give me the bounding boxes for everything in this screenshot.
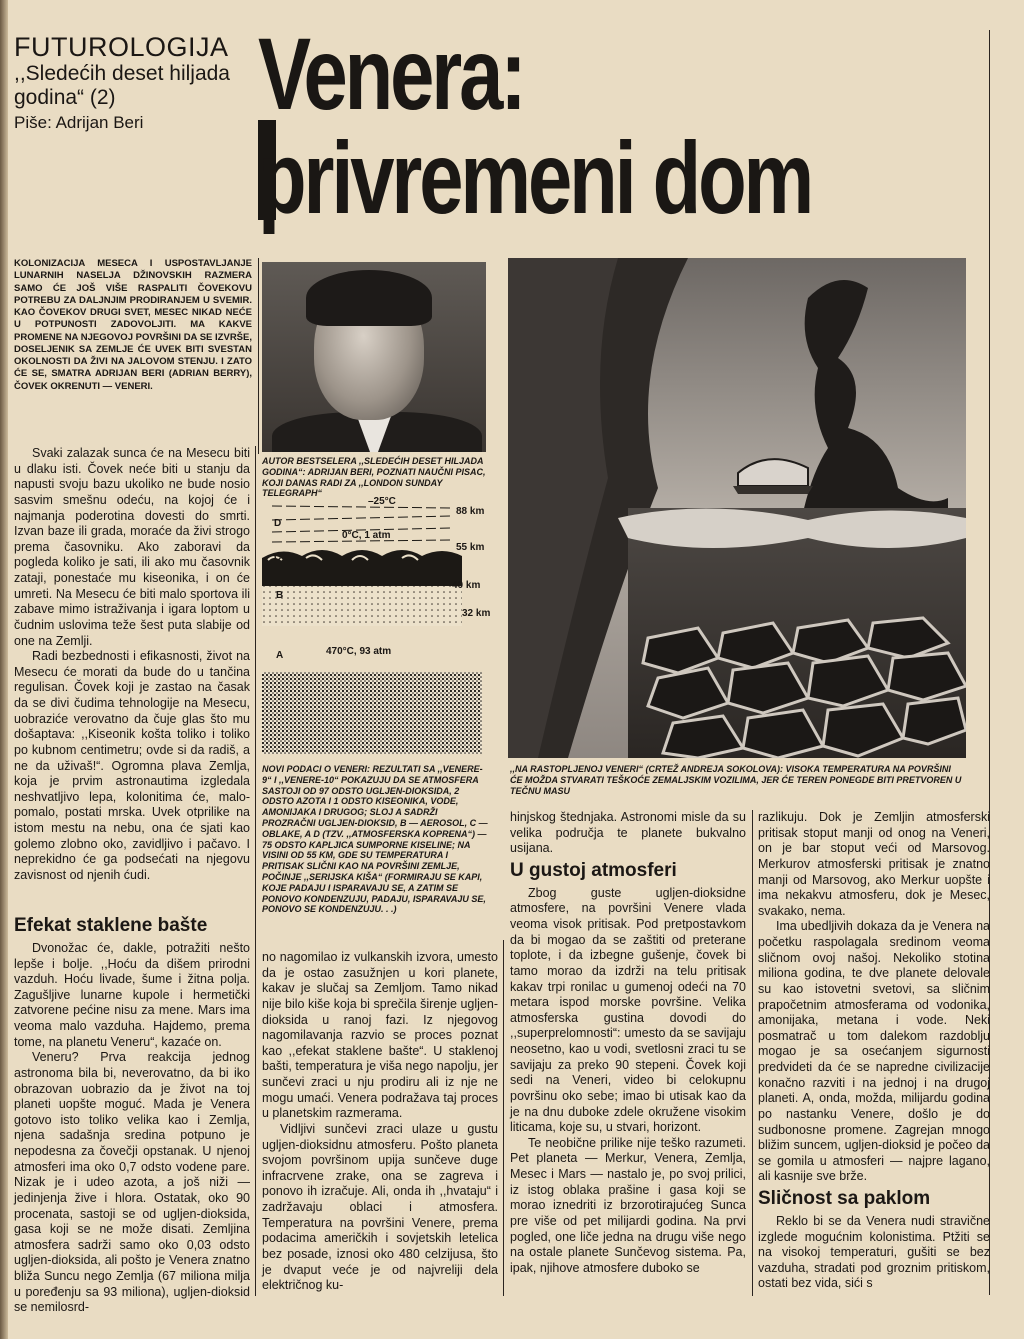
lead-column-rule — [258, 258, 259, 454]
headline-line-2: privremeni dom — [258, 120, 812, 235]
paragraph: Svaki zalazak sunca će na Mesecu biti u dlaku isti. Čovek neće biti u stanju da napusti svoju bazu ukoliko ne bude nosio sasvim smešnu odeću, na kojoj će i najmanja poderotina dovesti do smrti. Izvan baze ili grada, moraće da živi strogo prema časovniku. Ako zaboravi da pogleda koliko je sati, ili ako mu časovnik zataji, ponestaće mu kiseonika, i on će umreti. Na Mesecu će biti malo sportova ili zabave mimo istraživanja i igara loptom u čudnim uslovima teže šest puta slabije od one na Zemlji. — [14, 446, 250, 648]
venus-illustration — [508, 258, 966, 758]
headline — [258, 17, 967, 235]
paragraph: Reklo bi se da Venera nudi stravične izglede mogućnim kolonistima. Ptžiti se na visokoj temperaturi, gušiti se bez vazduha, stradati pod groznim pritiskom, ostati bez vida, sići s — [758, 1213, 990, 1291]
layer-label-d: D — [274, 518, 282, 529]
temp-label-middle: 0°C, 1 atm — [342, 530, 391, 541]
subheading-dense-atmosphere: U gustoj atmosferi — [510, 859, 677, 881]
paragraph: Ima ubedljivih dokaza da je Venera na početku raspolagala sredinom veoma sličnom ovoj našoj. Nekoliko stotina miliona godina, te dve planete delovale su kao istovetni svetovi, sa sličnim prapočetnim atmosferama od vodonika, amonijaka, metana i vode. Neki posmatrač u tom dalekom razdoblju mogao je sa osećanjem sigurnosti predvideti da će se napredne civilizacije konačno razviti i na jednoj i na drugoj planeti. A, onda, možda, milijardu godina po nastanku Venere, došlo je do sudbonosne promene. Zagrejan mnogo bližim suncem, ugljen-dioksid je počeo da se gomila u atmosferi — najpre lagano, ali kasnije sve brže. — [758, 919, 990, 1184]
author-byline: Piše: Adrijan Beri — [14, 113, 144, 133]
subheading-greenhouse: Efekat staklene bašte — [14, 915, 208, 936]
series-header — [14, 32, 254, 132]
column-rule-1 — [255, 446, 256, 1296]
layer-label-b: B — [276, 590, 284, 601]
diagram-caption: NOVI PODACI O VENERI: REZULTATI SA ,,VENERE-9“ I ,,VENERE-10“ POKAZUJU DA SE ATMOSFERA SASTOJI OD 97 ODSTO UGLJEN-DIOKSIDA, 2 ODSTO AZOTA I 1 ODSTO KISEONIKA, VODE, AMONIJAKA I DRUGOG; SLOJ A SADRŽI PROZRAČNI UGLJEN-DIOKSID, B — AEROSOL, C — OBLAKE, A D (TZV. ,,ATMOSFERSKA KOPRENA“) — 75 ODSTO KAPLJICA SUMPORNE KISELINE; NA VISINI OD 55 KM, GDE SU TEMPERATURA I PRITISAK SLIČNI KAO NA POVRŠINI ZEMLJE, POČINJE ,,SERIJSKA KIŠA“ (FORMIRAJU SE KAPI, KOJE PADAJU I ISPARAVAJU SE, A ZATIM SE PONOVO KONDENZUJU, PADAJU, ISPARAVAJU SE, PONOVO SE KONDENZUJU. . .) — [262, 764, 488, 915]
paragraph: no nagomilao iz vulkanskih izvora, umesto da je ostao zasužnjen u kori planete, kakav je slučaj sa Zemljom. Tamo nikad nije bilo kiše koja bi sprečila širenje ugljen-dioksida u ranoj fazi. Iz njegovog nagomilavanja razvio se proces poznat kao ,,efekat staklene bašte“. U staklenoj bašti, temperatura je viša nego napolju, jer sunčevi zraci u nju prodiru ali iz nje ne mogu umaći. Venera podražava taj proces u planetskim razmerama. — [262, 950, 498, 1121]
paragraph: hinjskog štednjaka. Astronomi misle da su velika područja te planete bukvalno usijana. — [510, 810, 746, 856]
altitude-40km: 40 km — [452, 580, 481, 591]
layer-label-a: A — [276, 650, 284, 661]
body-column-1b — [14, 912, 250, 1316]
paragraph: Vidljivi sunčevi zraci ulaze u gustu ugljen-dioksidnu atmosferu. Pošto planeta svojom površinom upija sunčeve duge infracrvene zrake, ona se zagreva i ponovo ih izračuje. Ali, onda ih ,,hvataju“ i zadržavaju oblaci i atmosfera. Temperatura na površini Venere, prema podacima američkih i sovjetskih letelica bez posade, iznosi oko 480 celzijusa, što je dvaput veće je od najvreliji dela električnog ku- — [262, 1121, 498, 1293]
series-title: ,,Sledećih deset hiljada godina“ (2) — [14, 62, 230, 109]
section-label: FUTUROLOGIJA — [14, 32, 229, 62]
paragraph: Zbog guste ugljen-dioksidne atmosfere, na površini Venere vlada veoma visok pritisak. Pod pretpostavkom da bi mogao da se zaštiti od preterane toplote, i da izbegne gušenje, čovek bi tamo morao da izdrži na telu pritisak kakav trpi ronilac u gumenoj odeći na 70 metara ispod morske površine. Velika atmosferska gustina dovodi do ,,superprelomnosti“: umesto da se savijaju neosetno, kao u vodi, svetlosni zraci tu se savijaju za preko 90 stepeni. Čovek koji sedi na Veneri, video bi celokupnu površinu oko sebe; imao bi utisak kao da je na dnu duboke zdele okružene visokim liticama, koje su, u stvari, horizont. — [510, 885, 746, 1135]
photo-caption: AUTOR BESTSELERA ,,SLEDEĆIH DESET HILJADA GODINA“: ADRIJAN BERI, POZNATI NAUČNI PISAC, KOJI DANAS RADI ZA ,,LONDON SUNDAY TELEGRAPH“ — [262, 456, 486, 499]
illustration-caption: ,,NA RASTOPLJENOJ VENERI“ (CRTEŽ ANDREJA SOKOLOVA): VISOKA TEMPERATURA NA POVRŠINI ĆE MOŽDA STVARATI TEŠKOĆE ZEMALJSKIM VOZILIMA, JER ĆE TEREN PONEGDE BITI PRETVOREN U TEČNU MASU — [510, 764, 962, 796]
altitude-32km: 32 km — [462, 608, 491, 619]
column-rule-2 — [503, 940, 504, 1296]
body-column-1 — [14, 446, 250, 884]
body-column-4 — [758, 810, 990, 1292]
paragraph: Dvonožac će, dakle, potražiti nešto lepše i bolje. ,,Hoću da dišem prirodni vazduh. Hoću livade, šume i žitna polja. Zagušljive lunarne kupole i hermetički zatvorene pećine nisu za mene. Mars ima veoma malo vazduha. Hajdemo, prema tome, na planetu Veneru“, kazaće on. — [14, 940, 250, 1049]
column-rule-3 — [752, 810, 753, 1296]
paragraph: Te neobične prilike nije teško razumeti. Pet planeta — Merkur, Venera, Zemlja, Mesec i Mars — nastalo je, po svoj prilici, iz istog oblaka prašine i gasa koji se morao iznedriti iz brzorotirajućeg Sunca pre više od pet milijardi godina. Na prvi pogled, one liče jedna na drugu više nego na ostale planete Sunčevog sistema. Pa, ipak, njihove atmosfere duboko se — [510, 1135, 746, 1275]
altitude-88km: 88 km — [456, 506, 485, 517]
author-photo — [262, 262, 486, 452]
paragraph: razlikuju. Dok je Zemljin atmosferski pritisak stoput manji od onog na Veneri, on je bar stoput veći od Marsovog. Merkurov atmosferski pritisak je znatno manji od Marsovog, ako Merkur uopšte i ima nekakvu atmosferu, dok je Mesec, svakako, nema. — [758, 810, 990, 918]
paragraph: Radi bezbednosti i efikasnosti, život na Mesecu će morati da bude do u tančina regulisan. Čovek koji je zastao na časak da se divi čudima tehnologije na Mesecu, uobraziće verovatno da čuje glas što mu došaptava: ,,Kiseonik košta toliko i toliko po kubnom centimetru; ovde si da radiš, a ne da uživaš!“. Ogromna plava Zemlja, koja je prvim astronautima izgledala neshvatljivo lepa, kolonitima će, malo-pomalo, postati mrska. Uvek otprilike na istom mestu na nebu, ona će sjati kao golemo zlobno oko, zavidljivo i pačavo. I neprekidno će ga podsećati na njegovu zavisnost od njenih ćudi. — [14, 649, 250, 882]
layer-label-c: C — [274, 552, 282, 563]
headline-line-1: Venera: — [258, 17, 524, 131]
page-edge-shadow — [0, 0, 8, 1339]
lead-paragraph: KOLONIZACIJA MESECA I USPOSTAVLJANJE LUNARNIH NASELJA DŽINOVSKIH RAZMERA SAMO ĆE JOŠ VIŠE RASPALITI ČOVEKOVU POTREBU ZA DALJNJIM PRODIRANJEM U SVEMIR. KAO ČOVEKOV DRUGI SVET, MESEC NIKAD NEĆE U POTPUNOSTI ZADOVOLJITI. MA KAKVE PROMENE NA NJEGOVOJ POVRŠINI DA SE IZVRŠE, DOSELJENIK SA ZEMLJE ĆE UVEK BITI SVESTAN OKOLNOSTI DA ŽIVI NA JALOVOM STENJU. I ZATO ĆE SE, SMATRA ADRIJAN BERI (ADRIAN BERRY), ČOVEK OKRENUTI — VENERI. — [14, 258, 252, 392]
paragraph: Veneru? Prva reakcija jednog astronoma bila bi, neverovatno, da bi iko obrazovan uobrazio da je život na toj planeti uopšte moguć. Mada je Venera gotovo isto toliko velika kao i Zemlja, njena sadašnja sredina potpuno je nepodesna za čovečji opstanak. U njenoj atmosferi ima oko 0,7 odsto vodene pare. Nizak je i udeo azota, a još niži — jedinjenja žive i hlora. Ostatak, oko 90 procenata, sastoji se od ugljen-dioksida, gasa koji se ne može disati. Zemljina atmosfera sadrži samo oko 0,03 odsto ugljen-dioksida, ali pošto je Venera znatno bliža Suncu nego Zemlja (67 miliona milja u poređenju sa 93 miliona), ugljen-dioksid se nemilosrd- — [14, 1050, 250, 1315]
temp-label-surface: 470°C, 93 atm — [326, 646, 392, 657]
atmosphere-diagram — [262, 494, 494, 762]
body-column-2 — [262, 950, 498, 1294]
photo-hair — [306, 270, 432, 326]
altitude-55km: 55 km — [456, 542, 485, 553]
temp-label-top: –25°C — [368, 496, 396, 507]
subheading-hell-similarity: Sličnost sa paklom — [758, 1188, 931, 1209]
molten-venus-landscape — [508, 258, 966, 758]
body-column-3 — [510, 810, 746, 1276]
